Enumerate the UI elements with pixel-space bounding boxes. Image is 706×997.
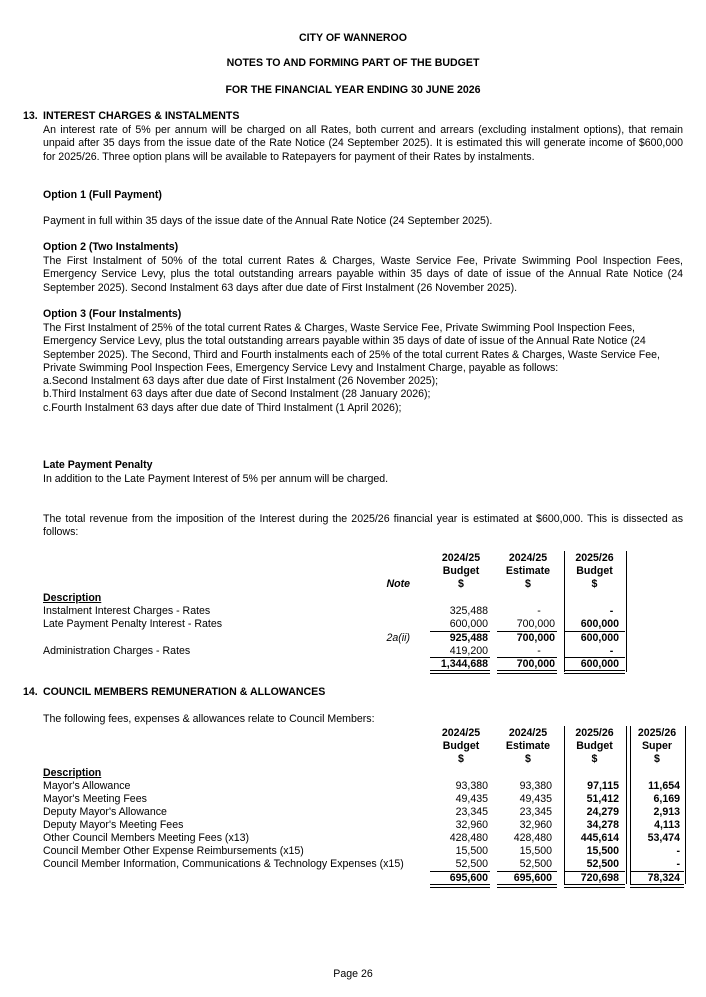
cell-value: 4,113 xyxy=(654,819,680,831)
section-14-heading: COUNCIL MEMBERS REMUNERATION & ALLOWANCES xyxy=(43,686,326,698)
table-row: Mayor's Meeting Fees xyxy=(43,793,147,805)
late-payment-heading: Late Payment Penalty xyxy=(43,459,153,471)
note-column-header: Note xyxy=(386,578,410,590)
option-1-text: Payment in full within 35 days of the issue date of the Annual Rate Notice (24 September 2025). xyxy=(43,215,493,227)
cell-value: - xyxy=(676,845,680,857)
cell-value: 97,115 xyxy=(587,780,619,792)
cell-value: - xyxy=(609,645,614,657)
table-row xyxy=(43,618,222,631)
section-13-heading: INTEREST CHARGES & INSTALMENTS xyxy=(43,110,240,122)
cell-value: 23,345 xyxy=(519,806,552,818)
double-rule xyxy=(430,884,490,888)
table-row: Mayor's Allowance xyxy=(43,780,131,792)
cell-value: 1,344,688 xyxy=(440,658,488,670)
double-rule xyxy=(630,884,684,888)
note-ref: 2a(ii) xyxy=(386,632,410,644)
cell-value: 419,200 xyxy=(449,645,488,657)
period-title: FOR THE FINANCIAL YEAR ENDING 30 JUNE 2026 xyxy=(225,84,481,96)
option-1-heading: Option 1 (Full Payment) xyxy=(43,189,162,201)
section-14-intro: The following fees, expenses & allowances relate to Council Members: xyxy=(43,713,375,725)
total-value: 695,600 xyxy=(449,872,488,884)
double-rule xyxy=(564,884,625,888)
total-value: 695,600 xyxy=(513,872,552,884)
col-budget-2025-26-header: 2025/26 Budget $ xyxy=(575,727,614,765)
cell-value: 15,500 xyxy=(586,845,619,857)
col-estimate-2024-25-header: 2024/25 Estimate $ xyxy=(505,727,551,765)
cell-value: 23,345 xyxy=(455,806,488,818)
cell-value: 52,500 xyxy=(455,858,488,870)
cell-value: - xyxy=(537,645,541,657)
table-row: Deputy Mayor's Allowance xyxy=(43,806,167,818)
cell-value: 600,000 xyxy=(449,618,488,630)
cell-value: 34,278 xyxy=(586,819,619,831)
cell-value: 15,500 xyxy=(455,845,488,857)
cell-value: 24,279 xyxy=(586,806,619,818)
cell-value: 700,000 xyxy=(516,618,555,630)
cell-value: 52,500 xyxy=(586,858,619,870)
double-rule xyxy=(497,670,557,674)
description-label: Description xyxy=(43,592,102,604)
cell-value: 2,913 xyxy=(653,806,680,818)
option-3-line: b.Third Instalment 63 days after due date of Second Instalment (28 January 2026); xyxy=(43,388,431,401)
table-row: Deputy Mayor's Meeting Fees xyxy=(43,819,184,831)
cell-value: 32,960 xyxy=(455,819,488,831)
cell-value: 93,380 xyxy=(519,780,552,792)
cell-value: 6,169 xyxy=(653,793,680,805)
col-budget-2025-26-header: 2025/26 Budget $ xyxy=(575,552,614,590)
col-budget-2024-25-header: 2024/25 Budget $ xyxy=(441,552,481,590)
double-rule xyxy=(497,884,557,888)
table-row xyxy=(43,645,190,658)
cell-value: 700,000 xyxy=(516,658,555,670)
cell-value: 600,000 xyxy=(580,632,619,644)
document-title: NOTES TO AND FORMING PART OF THE BUDGET xyxy=(226,57,480,69)
cell-value: 445,614 xyxy=(580,832,619,844)
col-budget-2024-25-header: 2024/25 Budget $ xyxy=(441,727,481,765)
row-label: Late Payment Penalty Interest - Rates xyxy=(43,618,223,630)
section-13-intro: An interest rate of 5% per annum will be charged on all Rates, both current and arrears (excluding instalment options), that remain unpaid after 35 days from the issue date of the Rate Notice (24 September 2025). It is estimated this will generate income of $600,000 for 2025/26. Three option plans will be available to Ratepayers for payment of their Rates by instalments. xyxy=(43,124,683,163)
cell-value: 600,000 xyxy=(580,658,619,670)
option-3-line: September 2025). The Second, Third and Fourth instalments each of 25% of the total current Rates & Charges, Waste Service Fee, xyxy=(43,348,660,361)
total-value: 720,698 xyxy=(580,872,619,884)
row-label: Administration Charges - Rates xyxy=(43,645,191,657)
total-value: 78,324 xyxy=(647,872,680,884)
option-2-text: The First Instalment of 50% of the total current Rates & Charges, Waste Service Fee, Private Swimming Pool Inspection Fees, Emergency Service Levy, plus the total outstanding arrears payable within 35 days of date of issue of the Annual Rate Notice (24 September 2025). Second Instalment 63 days after due date of First Instalment (26 November 2025). xyxy=(43,255,683,294)
cell-value: 51,412 xyxy=(586,793,619,805)
total-revenue-text: The total revenue from the imposition of the Interest during the 2025/26 financial year is estimated at $600,000. This is dissected as follows: xyxy=(43,513,683,539)
cell-value: - xyxy=(676,858,680,870)
cell-value: 700,000 xyxy=(516,632,555,644)
cell-value: 93,380 xyxy=(455,780,488,792)
cell-value: 15,500 xyxy=(519,845,552,857)
section-13-number: 13. xyxy=(23,110,38,122)
late-payment-text: In addition to the Late Payment Interest of 5% per annum will be charged. xyxy=(43,473,389,485)
option-3-line: The First Instalment of 25% of the total current Rates & Charges, Waste Service Fee, Private Swimming Pool Inspection Fees, xyxy=(43,322,635,334)
double-rule xyxy=(430,670,490,674)
option-2-heading: Option 2 (Two Instalments) xyxy=(43,241,179,253)
description-label: Description xyxy=(43,767,102,779)
table-row: Council Member Other Expense Reimbursements (x15) xyxy=(43,845,304,857)
cell-value: 428,480 xyxy=(449,832,488,844)
cell-value: 53,474 xyxy=(647,832,680,844)
cell-value: 600,000 xyxy=(580,618,619,630)
option-3-line: Private Swimming Pool Inspection Fees, Emergency Service Levy and Instalment Charge, payable as follows: xyxy=(43,361,559,374)
cell-value: 11,654 xyxy=(648,780,680,792)
col-super-2025-26-header: 2025/26 Super $ xyxy=(637,727,677,765)
table-row: Other Council Members Meeting Fees (x13) xyxy=(43,832,250,844)
option-3-line: Emergency Service Levy, plus the total outstanding arrears payable within 35 days of date of issue of the Annual Rate Notice (24 xyxy=(43,335,646,348)
cell-value: 428,480 xyxy=(513,832,552,844)
cell-value: - xyxy=(537,605,541,617)
cell-value: 925,488 xyxy=(449,632,488,644)
cell-value: - xyxy=(609,605,614,617)
cell-value: 52,500 xyxy=(519,858,552,870)
option-3-line: c.Fourth Instalment 63 days after due date of Third Instalment (1 April 2026); xyxy=(43,401,402,414)
option-3-text xyxy=(43,322,688,415)
cell-value: 325,488 xyxy=(449,605,488,617)
row-label: Instalment Interest Charges - Rates xyxy=(43,605,211,617)
page-number: Page 26 xyxy=(333,968,373,980)
col-estimate-2024-25-header: 2024/25 Estimate $ xyxy=(505,552,551,590)
option-3-line: a.Second Instalment 63 days after due date of First Instalment (26 November 2025); xyxy=(43,375,439,388)
cell-value: 49,435 xyxy=(519,793,552,805)
option-3-heading: Option 3 (Four Instalments) xyxy=(43,308,182,320)
table-row xyxy=(43,605,210,618)
table-row: Council Member Information, Communications & Technology Expenses (x15) xyxy=(43,858,404,870)
double-rule xyxy=(564,670,625,674)
cell-value: 49,435 xyxy=(455,793,488,805)
org-name: CITY OF WANNEROO xyxy=(298,32,408,44)
section-14-number: 14. xyxy=(23,686,38,698)
cell-value: 32,960 xyxy=(519,819,552,831)
